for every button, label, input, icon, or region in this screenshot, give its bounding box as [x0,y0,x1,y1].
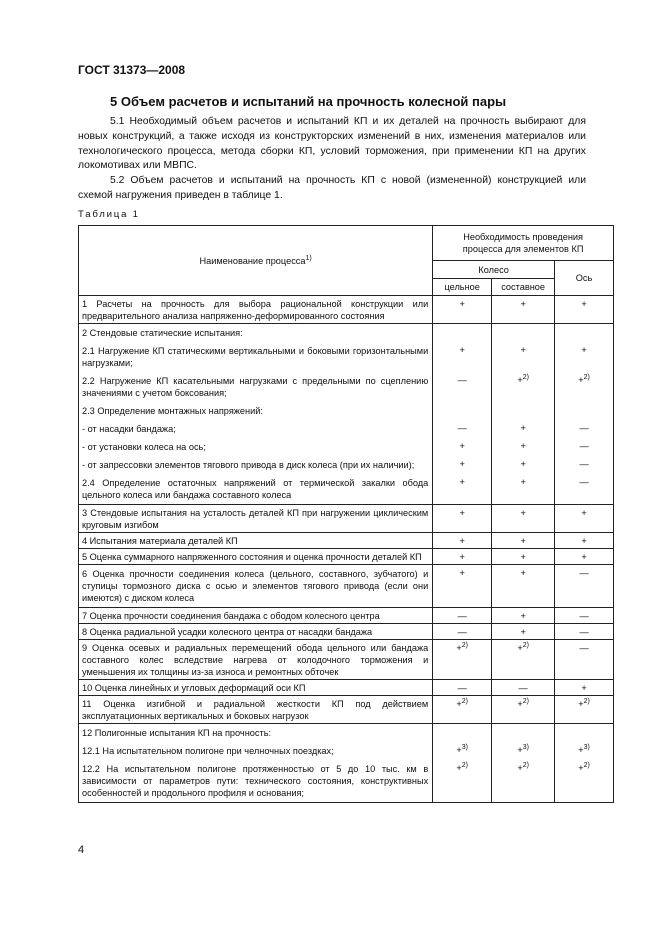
cell-footnote: 2) [461,698,468,705]
cell-footnote: 2) [522,374,529,381]
cell-axle [555,438,614,456]
paragraph-5-2 [78,174,586,204]
table-row [79,438,614,456]
cell-composite [492,456,555,474]
cell-composite [492,533,555,549]
paragraph-5-1 [78,115,586,174]
table-row [79,324,614,343]
cell-mark: + [456,699,462,709]
table-row [79,296,614,324]
cell-composite [492,724,555,743]
process-name: 9 Оценка осевых и радиальных перемещений обода цельного или бандажа составного колес вследствие нагрева от колодочного торможения и уменьшения их толщины из-за износа и ремонтных обточек [79,640,433,680]
table-row [79,680,614,696]
cell-mark: + [581,345,587,355]
table-row [79,742,614,760]
cell-footnote: 3) [461,744,468,751]
cell-axle [555,372,614,402]
table-row [79,608,614,624]
cell-mark: + [517,375,523,385]
cell-axle [555,565,614,608]
cell-mark: + [520,508,526,518]
cell-mark: + [459,345,465,355]
cell-composite [492,474,555,505]
cell-mark: + [520,477,526,487]
table-row [79,402,614,420]
cell-mark: + [520,611,526,621]
cell-solid [433,402,492,420]
cell-solid [433,549,492,565]
table-row [79,456,614,474]
cell-composite [492,342,555,372]
cell-axle [555,680,614,696]
table-row [79,474,614,505]
col-header-wheel: Колесо [433,261,555,279]
cell-solid [433,474,492,505]
cell-axle [555,696,614,724]
paragraph-5-2-text: 5.2 Объем расчетов и испытаний на прочность КП с новой (измененной) конструкцией или схемой нагружения приведен в таблице 1. [78,175,586,201]
cell-solid [433,438,492,456]
cell-mark: + [517,745,523,755]
process-name: 12 Полигонные испытания КП на прочность: [79,724,433,743]
cell-solid [433,565,492,608]
cell-axle [555,608,614,624]
cell-mark: + [459,568,465,578]
cell-composite [492,549,555,565]
col-header-composite: составное [492,279,555,296]
cell-axle [555,402,614,420]
cell-axle [555,742,614,760]
cell-footnote: 2) [522,762,529,769]
cell-mark: + [459,536,465,546]
cell-footnote: 2) [583,374,590,381]
cell-axle [555,505,614,533]
cell-mark: + [459,508,465,518]
cell-mark: + [517,763,523,773]
cell-mark: + [520,423,526,433]
table-label: Таблица 1 [78,209,140,220]
document-header: ГОСТ 31373—2008 [78,63,186,77]
cell-footnote: 2) [522,642,529,649]
cell-mark: + [581,536,587,546]
cell-mark: — [457,611,467,621]
cell-mark: — [579,627,589,637]
table-row [79,640,614,680]
table-row [79,549,614,565]
cell-mark: — [457,683,467,693]
cell-mark: — [579,441,589,451]
cell-mark: + [581,508,587,518]
cell-composite [492,624,555,640]
cell-mark: + [459,552,465,562]
col-header-solid: цельное [433,279,492,296]
cell-mark: + [459,459,465,469]
cell-footnote: 2) [583,762,590,769]
process-name: 2.2 Нагружение КП касательными нагрузками с предельными по сцеплению значениями с учетом боксования; [79,372,433,402]
cell-composite [492,608,555,624]
process-name: 8 Оценка радиальной усадки колесного центра от насадки бандажа [79,624,433,640]
section-title: 5 Объем расчетов и испытаний на прочность колесной пары [110,94,507,109]
cell-axle [555,549,614,565]
cell-mark: + [520,627,526,637]
cell-axle [555,324,614,343]
cell-mark: + [578,375,584,385]
cell-mark: + [517,699,523,709]
cell-solid [433,680,492,696]
cell-axle [555,296,614,324]
paragraph-5-1-text: 5.1 Необходимый объем расчетов и испытаний КП и их деталей на прочность выбирают для новых конструкций, а также исходя из конструкторских изменений в них, изменения материалов или технологического процесса, метода сборки КП, условий торможения, при применении КП на других локомотивах или МВПС. [78,116,586,172]
cell-solid [433,696,492,724]
cell-mark: — [579,568,589,578]
cell-solid [433,640,492,680]
table-row [79,533,614,549]
process-name: 7 Оценка прочности соединения бандажа с ободом колесного центра [79,608,433,624]
col-header-need: Необходимость проведения процесса для элементов КП [433,226,614,261]
cell-mark: — [579,423,589,433]
cell-mark: — [579,643,589,653]
cell-composite [492,640,555,680]
cell-solid [433,372,492,402]
process-name: - от запрессовки элементов тягового привода в диск колеса (при их наличии); [79,456,433,474]
cell-solid [433,420,492,438]
cell-mark: — [457,375,467,385]
cell-mark: + [459,299,465,309]
process-name: 2 Стендовые статические испытания: [79,324,433,343]
col-header-axle: Ось [555,261,614,296]
cell-composite [492,372,555,402]
cell-mark: + [456,745,462,755]
cell-composite [492,402,555,420]
cell-mark: — [579,459,589,469]
cell-axle [555,342,614,372]
process-table [78,225,614,803]
cell-mark: + [578,763,584,773]
cell-mark: — [518,683,528,693]
process-name: 2.1 Нагружение КП статическими вертикальными и боковыми горизонтальными нагрузками; [79,342,433,372]
cell-composite [492,760,555,803]
cell-solid [433,742,492,760]
table-row [79,624,614,640]
table-row [79,372,614,402]
cell-axle [555,474,614,505]
cell-mark: + [578,745,584,755]
cell-mark: + [581,683,587,693]
process-name: 2.3 Определение монтажных напряжений: [79,402,433,420]
process-name: 2.4 Определение остаточных напряжений от термической закалки обода цельного колеса или бандажа составного колеса [79,474,433,505]
cell-footnote: 2) [461,642,468,649]
cell-solid [433,760,492,803]
table-row [79,505,614,533]
cell-mark: + [520,299,526,309]
cell-composite [492,438,555,456]
cell-composite [492,680,555,696]
cell-mark: — [579,477,589,487]
cell-mark: + [578,699,584,709]
cell-axle [555,624,614,640]
cell-mark: + [520,441,526,451]
cell-solid [433,505,492,533]
cell-mark: + [459,441,465,451]
cell-composite [492,505,555,533]
cell-solid [433,324,492,343]
cell-mark: + [520,536,526,546]
cell-mark: + [456,763,462,773]
table-row [79,760,614,803]
cell-mark: — [457,627,467,637]
cell-axle [555,760,614,803]
cell-composite [492,420,555,438]
cell-solid [433,724,492,743]
cell-mark: + [520,459,526,469]
process-name: 6 Оценка прочности соединения колеса (цельного, составного, зубчатого) и ступицы тормозного диска с осью и элементов тягового привода (если они имеются) с диском колеса [79,565,433,608]
cell-solid [433,624,492,640]
cell-axle [555,640,614,680]
cell-mark: + [459,477,465,487]
cell-solid [433,342,492,372]
cell-axle [555,420,614,438]
cell-axle [555,724,614,743]
cell-mark: + [581,552,587,562]
process-name: 12.1 На испытательном полигоне при челночных поездках; [79,742,433,760]
table-row [79,420,614,438]
cell-axle [555,456,614,474]
cell-axle [555,533,614,549]
cell-composite [492,742,555,760]
cell-footnote: 2) [522,698,529,705]
cell-composite [492,296,555,324]
table-body [79,296,614,803]
table-row [79,724,614,743]
process-name: - от установки колеса на ось; [79,438,433,456]
col-header-name: Наименование процесса$^{1)}$ [79,226,433,296]
cell-composite [492,324,555,343]
cell-composite [492,565,555,608]
cell-mark: + [520,345,526,355]
cell-solid [433,456,492,474]
cell-mark: + [581,299,587,309]
process-name: - от насадки бандажа; [79,420,433,438]
cell-composite [492,696,555,724]
cell-solid [433,533,492,549]
process-name: 5 Оценка суммарного напряженного состояния и оценка прочности деталей КП [79,549,433,565]
process-name: 12.2 На испытательном полигоне протяженностью от 5 до 10 тыс. км в зависимости от параметров пути: технического состояния, конструктивных особенностей и продольного профиля и основания; [79,760,433,803]
cell-mark: + [517,643,523,653]
process-name: 1 Расчеты на прочность для выбора рациональной конструкции или предварительного анализа напряженно-деформированного состояния [79,296,433,324]
process-name: 3 Стендовые испытания на усталость деталей КП при нагружении циклическим круговым изгибом [79,505,433,533]
cell-mark: — [579,611,589,621]
cell-mark: — [457,423,467,433]
table-row [79,696,614,724]
cell-solid [433,296,492,324]
page-number: 4 [78,844,85,856]
process-name: 11 Оценка изгибной и радиальной жесткости КП под действием эксплуатационных вертикальных и боковых нагрузок [79,696,433,724]
cell-footnote: 2) [583,698,590,705]
cell-mark: + [456,643,462,653]
cell-solid [433,608,492,624]
table-row [79,342,614,372]
cell-mark: + [520,552,526,562]
table-row [79,565,614,608]
cell-footnote: 2) [461,762,468,769]
process-name: 4 Испытания материала деталей КП [79,533,433,549]
process-name: 10 Оценка линейных и угловых деформаций оси КП [79,680,433,696]
cell-mark: + [520,568,526,578]
cell-footnote: 3) [522,744,529,751]
cell-footnote: 3) [583,744,590,751]
